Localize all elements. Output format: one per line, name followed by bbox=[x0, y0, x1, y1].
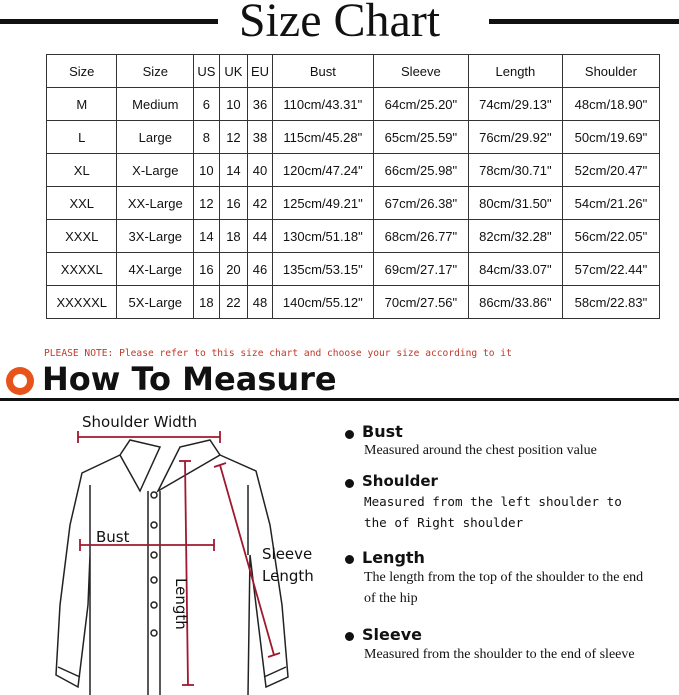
cell-uk: 12 bbox=[219, 121, 248, 154]
cell-bust: 110cm/43.31" bbox=[272, 88, 373, 121]
cell-shoulder: 48cm/18.90" bbox=[562, 88, 659, 121]
orange-circle-icon bbox=[4, 365, 36, 397]
cell-us: 14 bbox=[194, 220, 220, 253]
cell-shoulder: 57cm/22.44" bbox=[562, 253, 659, 286]
cell-size-code: L bbox=[47, 121, 117, 154]
header-length: Length bbox=[468, 55, 562, 88]
cell-bust: 125cm/49.21" bbox=[272, 187, 373, 220]
header-eu: EU bbox=[248, 55, 273, 88]
cell-shoulder: 50cm/19.69" bbox=[562, 121, 659, 154]
cell-length: 76cm/29.92" bbox=[468, 121, 562, 154]
measure-desc-length: The length from the top of the shoulder to the end of the hip bbox=[364, 570, 644, 606]
cell-us: 8 bbox=[194, 121, 220, 154]
label-shoulder-width: Shoulder Width bbox=[82, 413, 198, 431]
page-title: Size Chart bbox=[238, 0, 441, 47]
bullet-icon bbox=[345, 555, 354, 564]
cell-us: 10 bbox=[194, 154, 220, 187]
cell-sleeve: 69cm/27.17" bbox=[373, 253, 468, 286]
table-row bbox=[47, 154, 660, 187]
measure-desc-shoulder: Measured from the left shoulder to the of Right shoulder bbox=[364, 494, 622, 530]
cell-uk: 16 bbox=[219, 187, 248, 220]
bullet-icon bbox=[345, 430, 354, 439]
cell-us: 16 bbox=[194, 253, 220, 286]
cell-bust: 140cm/55.12" bbox=[272, 286, 373, 319]
cell-size-name: 5X-Large bbox=[117, 286, 194, 319]
cell-size-code: XXXXXL bbox=[47, 286, 117, 319]
table-row bbox=[47, 88, 660, 121]
size-chart-table bbox=[46, 54, 660, 319]
cell-size-name: X-Large bbox=[117, 154, 194, 187]
cell-size-name: 4X-Large bbox=[117, 253, 194, 286]
size-note: PLEASE NOTE: Please refer to this size chart and choose your size according to it bbox=[44, 348, 512, 359]
bullet-icon bbox=[345, 632, 354, 641]
header-sleeve: Sleeve bbox=[373, 55, 468, 88]
cell-us: 6 bbox=[194, 88, 220, 121]
cell-eu: 46 bbox=[248, 253, 273, 286]
cell-bust: 115cm/45.28" bbox=[272, 121, 373, 154]
cell-size-name: Large bbox=[117, 121, 194, 154]
cell-eu: 44 bbox=[248, 220, 273, 253]
cell-size-name: XX-Large bbox=[117, 187, 194, 220]
cell-size-name: Medium bbox=[117, 88, 194, 121]
header-size-code: Size bbox=[47, 55, 117, 88]
label-sleeve-line2: Length bbox=[262, 567, 314, 585]
cell-bust: 135cm/53.15" bbox=[272, 253, 373, 286]
how-to-measure-title: How To Measure bbox=[42, 360, 337, 398]
table-row bbox=[47, 121, 660, 154]
cell-sleeve: 67cm/26.38" bbox=[373, 187, 468, 220]
cell-bust: 130cm/51.18" bbox=[272, 220, 373, 253]
measure-heading-bust: Bust bbox=[362, 422, 403, 441]
cell-length: 82cm/32.28" bbox=[468, 220, 562, 253]
measure-heading-length: Length bbox=[362, 548, 425, 567]
cell-sleeve: 66cm/25.98" bbox=[373, 154, 468, 187]
table-row bbox=[47, 253, 660, 286]
cell-us: 12 bbox=[194, 187, 220, 220]
cell-eu: 40 bbox=[248, 154, 273, 187]
cell-length: 84cm/33.07" bbox=[468, 253, 562, 286]
cell-shoulder: 54cm/21.26" bbox=[562, 187, 659, 220]
label-length: Length bbox=[172, 578, 190, 630]
cell-sleeve: 65cm/25.59" bbox=[373, 121, 468, 154]
measure-rule bbox=[0, 398, 679, 401]
header-us: US bbox=[194, 55, 220, 88]
cell-uk: 14 bbox=[219, 154, 248, 187]
cell-bust: 120cm/47.24" bbox=[272, 154, 373, 187]
cell-shoulder: 58cm/22.83" bbox=[562, 286, 659, 319]
cell-size-code: M bbox=[47, 88, 117, 121]
header-shoulder: Shoulder bbox=[562, 55, 659, 88]
cell-sleeve: 70cm/27.56" bbox=[373, 286, 468, 319]
header-size-name: Size bbox=[117, 55, 194, 88]
table-row bbox=[47, 220, 660, 253]
cell-sleeve: 64cm/25.20" bbox=[373, 88, 468, 121]
bullet-icon bbox=[345, 479, 354, 488]
header-bust: Bust bbox=[272, 55, 373, 88]
cell-size-code: XL bbox=[47, 154, 117, 187]
cell-eu: 48 bbox=[248, 286, 273, 319]
measure-desc-sleeve: Measured from the shoulder to the end of sleeve bbox=[364, 647, 635, 662]
cell-uk: 22 bbox=[219, 286, 248, 319]
cell-length: 78cm/30.71" bbox=[468, 154, 562, 187]
cell-size-code: XXXXL bbox=[47, 253, 117, 286]
table-row bbox=[47, 187, 660, 220]
cell-uk: 20 bbox=[219, 253, 248, 286]
cell-uk: 18 bbox=[219, 220, 248, 253]
measure-desc-bust: Measured around the chest position value bbox=[364, 443, 597, 458]
cell-eu: 42 bbox=[248, 187, 273, 220]
cell-size-code: XXXL bbox=[47, 220, 117, 253]
table-row bbox=[47, 286, 660, 319]
measure-heading-sleeve: Sleeve bbox=[362, 625, 422, 644]
cell-shoulder: 56cm/22.05" bbox=[562, 220, 659, 253]
title-rule-right bbox=[489, 19, 679, 24]
cell-eu: 36 bbox=[248, 88, 273, 121]
cell-uk: 10 bbox=[219, 88, 248, 121]
label-sleeve-line1: Sleeve bbox=[262, 545, 313, 563]
cell-length: 80cm/31.50" bbox=[468, 187, 562, 220]
cell-shoulder: 52cm/20.47" bbox=[562, 154, 659, 187]
cell-length: 74cm/29.13" bbox=[468, 88, 562, 121]
table-header-row bbox=[47, 55, 660, 88]
label-bust: Bust bbox=[96, 528, 130, 546]
cell-size-code: XXL bbox=[47, 187, 117, 220]
cell-us: 18 bbox=[194, 286, 220, 319]
cell-length: 86cm/33.86" bbox=[468, 286, 562, 319]
cell-eu: 38 bbox=[248, 121, 273, 154]
cell-sleeve: 68cm/26.77" bbox=[373, 220, 468, 253]
header-uk: UK bbox=[219, 55, 248, 88]
measure-heading-shoulder: Shoulder bbox=[362, 472, 438, 490]
cell-size-name: 3X-Large bbox=[117, 220, 194, 253]
